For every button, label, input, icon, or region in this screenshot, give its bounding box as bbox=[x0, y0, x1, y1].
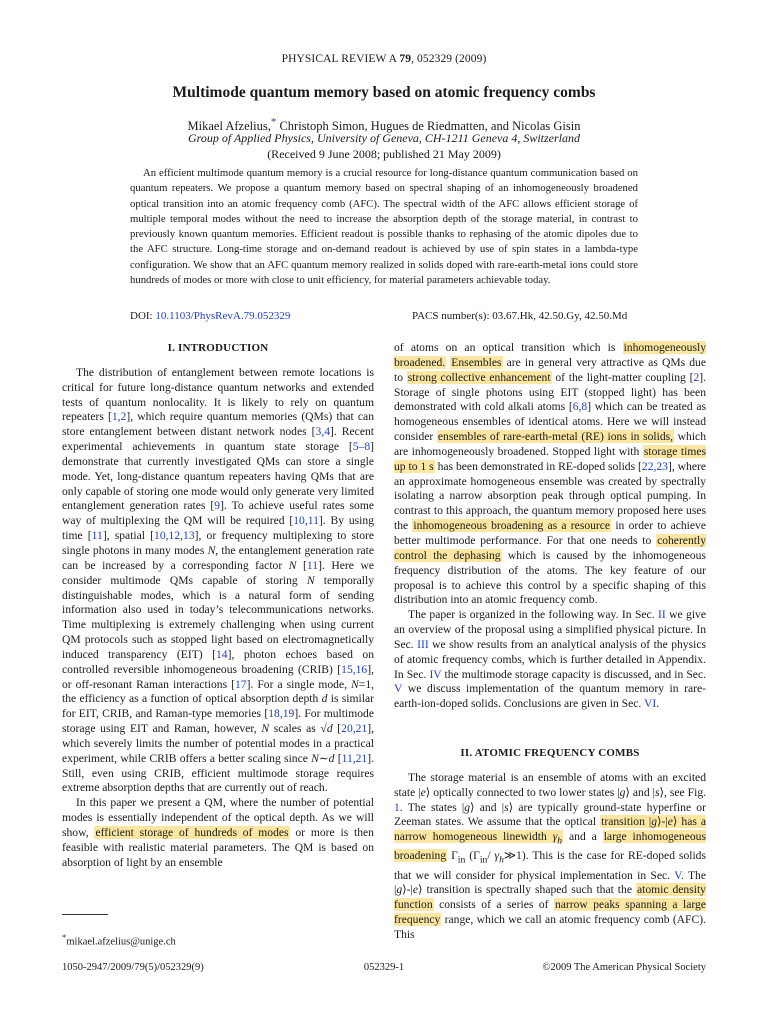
received-dates: (Received 9 June 2008; published 21 May 2009) bbox=[267, 147, 501, 161]
highlight: storage times up to 1 s bbox=[394, 444, 707, 473]
highlight: ensembles of rare-earth-metal (RE) ions in solids, bbox=[437, 430, 674, 444]
author-email-footnote: *mikael.afzelius@unige.ch bbox=[62, 932, 176, 948]
page-number: 052329-1 bbox=[363, 962, 405, 973]
article-number: , 052329 (2009) bbox=[411, 53, 487, 65]
footnote-marker[interactable]: * bbox=[270, 116, 277, 128]
intro-paragraph-1: The distribution of entanglement between remote locations is critical for future long-distance quantum networks and extended tests of quantum nonlocality. It is likely to rely on quantum repeaters [1,2], which require quantum memories (QMs) that can store entanglement between distant network nodes [3,4]. Recent experimental achievements in quantum state storage [5–8] demonstrate that currently investigated QMs can store a single mode. Yet, long-distance quantum repeaters having QMs that are only capable of storing one mode would only generate very limited entanglement generation rates [9]. To achieve useful rates some way of multiplexing the QM will be required [10,11]. By using time [11], spatial [10,12,13], or frequency multiplexing to store single photons in many modes N, the entanglement generation rate can be increased by a corresponding factor N [11]. Here we consider multimode QMs capable of storing N temporally distinguishable modes, which is a natural form of sending information also used in today’s telecommunications networks. Time multiplexing is extremely challenging when using current QM protocols such as stopped light based on electromagnetically induced transparency (EIT) [14], photon echoes based on controlled reversible inhomogeneous broadening (CRIB) [15,16], or off-resonant Raman interactions [17]. For a single mode, N=1, the efficiency as a function of optical absorption depth d is similar for EIT, CRIB, and Raman-type memories [18,19]. For multimode storage using EIT and Raman, however, N scales as √d [20,21], which severely limits the number of potential modes in a practical experiment, while CRIB offers a better scaling since N∼d [11,21]. Still, even using CRIB, efficient multimode storage requires extreme absorption depths that are currently out of reach. bbox=[62, 365, 375, 795]
section-heading-afc: II. ATOMIC FREQUENCY COMBS bbox=[460, 747, 640, 760]
highlight: inhomogeneously broadened. bbox=[394, 341, 706, 369]
doi-link[interactable]: 10.1103/PhysRevA.79.052329 bbox=[155, 310, 291, 322]
citation-link[interactable]: 3,4 bbox=[315, 425, 331, 439]
section-link[interactable]: VI bbox=[643, 697, 657, 711]
citation-link[interactable]: 20,21 bbox=[341, 722, 368, 736]
citation-link[interactable]: 2 bbox=[693, 370, 700, 384]
highlight: efficient storage of hundreds of modes bbox=[95, 826, 289, 839]
first-author: Mikael Afzelius, bbox=[187, 119, 271, 134]
citation-link[interactable]: 6,8 bbox=[572, 400, 588, 414]
section-link[interactable]: III bbox=[417, 637, 429, 651]
copyright: ©2009 The American Physical Society bbox=[542, 962, 706, 973]
citation-link[interactable]: 17 bbox=[234, 677, 247, 691]
section-link[interactable]: V bbox=[394, 682, 403, 696]
citation-link[interactable]: 10,11 bbox=[293, 514, 319, 528]
citation-link[interactable]: 18,19 bbox=[268, 707, 295, 721]
citation-link[interactable]: 22,23 bbox=[641, 459, 668, 473]
citation-link[interactable]: 15,16 bbox=[341, 662, 368, 676]
abstract: An efficient multimode quantum memory is a crucial resource for long-distance quantum communication based on quantum repeaters. We propose a quantum memory based on spectral shaping of an inhomogeneously broadened optical transition into an atomic frequency comb (AFC). The spectral width of the AFC allows efficient storage of multiple temporal modes without the need to increase the absorption depth of the storage material, in contrast to previously known quantum memories. Efficient readout is possible thanks to rephasing of the atomic dipoles due to the AFC structure. Long-time storage and on-demand readout is achieved by use of spin states in a lambda-type configuration. We show that an AFC quantum memory realized in solids doped with rare-earth-metal ions could store hundreds of modes or more with close to unit efficiency, for material parameters achievable today. bbox=[130, 167, 638, 287]
right-column bbox=[394, 341, 706, 943]
highlight: atomic density function bbox=[394, 883, 706, 912]
figure-link[interactable]: 1 bbox=[394, 800, 400, 814]
highlight: large inhomogeneous broadening bbox=[394, 830, 706, 863]
intro-paragraph-2: In this paper we present a QM, where the number of potential modes is essentially independent of the optical depth. As we will show, efficient storage of hundreds of modes or more is then feasible with realistic material parameters. The QM is based on absorption of light by an ensemble bbox=[62, 796, 374, 869]
citation-link[interactable]: 5–8 bbox=[352, 440, 371, 454]
highlight: coherently control the dephasing bbox=[394, 533, 706, 562]
intro-paragraph-3: The paper is organized in the following way. In Sec. II we give an overview of the proposal using a simplified physical picture. In Sec. III we show results from an analytical analysis of the physics of atomic frequency combs, which is further detailed in Appendix. In Sec. IV the multimode storage capacity is discussed, and in Sec. V we discuss implementation of the quantum memory in rare-earth-ion-doped solids. Conclusions are given in Sec. VI. bbox=[394, 608, 707, 711]
citation-link[interactable]: 11 bbox=[306, 558, 319, 572]
section-heading-introduction: I. INTRODUCTION bbox=[167, 342, 269, 354]
citation-link[interactable]: 11,21 bbox=[341, 751, 368, 765]
citation-link[interactable]: 11 bbox=[91, 529, 103, 543]
section-link[interactable]: II bbox=[657, 608, 666, 622]
journal-header bbox=[0, 53, 768, 65]
journal-volume: 79 bbox=[399, 53, 412, 65]
highlight: transition |g⟩-|e⟩ has a narrow homogeneous linewidth $\gamma_h$ bbox=[394, 815, 706, 847]
citation-link[interactable]: 10,12,13 bbox=[154, 529, 195, 543]
highlight: inhomogeneous broadening as a resource bbox=[413, 519, 611, 533]
section-link[interactable]: IV bbox=[429, 667, 442, 681]
pacs-numbers: PACS number(s): 03.67.Hk, 42.50.Gy, 42.50.Md bbox=[412, 310, 628, 322]
citation-link[interactable]: 1,2 bbox=[111, 410, 127, 424]
issn-code: 1050-2947/2009/79(5)/052329(9) bbox=[62, 962, 204, 973]
afc-paragraph-1: The storage material is an ensemble of atoms with an excited state |e⟩ optically connected to two lower states |g⟩ and |s⟩, see Fig. 1. The states |g⟩ and |s⟩ are typically ground-state hyperfine or Zeeman states. We assume that the optical transition |g⟩-|e⟩ has a narrow homogeneous linewidth $\gamma_h$ and a large inhomogeneous broadening $\Gamma_{in}$ ($\Gamma_{in}/$ $\gamma_h≫1$). This is the case for RE-doped solids that we will consider for physical implementation in Sec. V. The |g⟩-|e⟩ transition is spectrally shaped such that the atomic density function consists of a series of narrow peaks spanning a large frequency range, which we call an atomic frequency comb (AFC). This bbox=[394, 770, 707, 941]
affiliation: Group of Applied Physics, University of Geneva, CH-1211 Geneva 4, Switzerland bbox=[187, 131, 581, 145]
doi-label: DOI: bbox=[130, 310, 153, 322]
co-authors: Christoph Simon, Hugues de Riedmatten, and Nicolas Gisin bbox=[276, 119, 581, 134]
highlight: Ensembles bbox=[451, 355, 502, 369]
highlight: strong collective enhancement bbox=[407, 370, 551, 384]
footnote-divider bbox=[62, 914, 108, 915]
journal-name: PHYSICAL REVIEW A bbox=[281, 53, 397, 65]
section-link[interactable]: V bbox=[674, 868, 681, 882]
doi-line bbox=[130, 310, 290, 322]
citation-link[interactable]: 14 bbox=[215, 647, 228, 661]
author-email[interactable]: mikael.afzelius@unige.ch bbox=[66, 936, 176, 948]
highlight: narrow peaks spanning a large frequency bbox=[394, 898, 707, 927]
citation-link[interactable]: 9 bbox=[214, 499, 221, 513]
paper-title: Multimode quantum memory based on atomic frequency combs bbox=[172, 84, 596, 101]
intro-paragraph-2-cont: of atoms on an optical transition which is inhomogeneously broadened. Ensembles are in general very attractive as QMs due to strong collective enhancement of the light-matter coupling [2]. Storage of single photons using EIT (stopped light) has been demonstrated with cold alkali atoms [6,8] which can be treated as homogeneous ensembles of identical atoms. Here we will instead consider ensembles of rare-earth-metal (RE) ions in solids, which are inhomogeneously broadened. Stopped light with storage times up to 1 s has been demonstrated in RE-doped solids [22,23], where an approximate homogeneous ensemble was created by spectrally isolating a narrow absorption peak through optical pumping. In contrast to this approach, the quantum memory proposed here uses the inhomogeneous broadening as a resource in order to achieve better multimode performance. For that one needs to coherently control the dephasing which is caused by the inhomogeneous frequency distribution of the atoms. The key feature of our proposal is to achieve this control by a specific shaping of this distribution into an atomic frequency comb. bbox=[394, 341, 707, 607]
left-column bbox=[62, 341, 374, 871]
